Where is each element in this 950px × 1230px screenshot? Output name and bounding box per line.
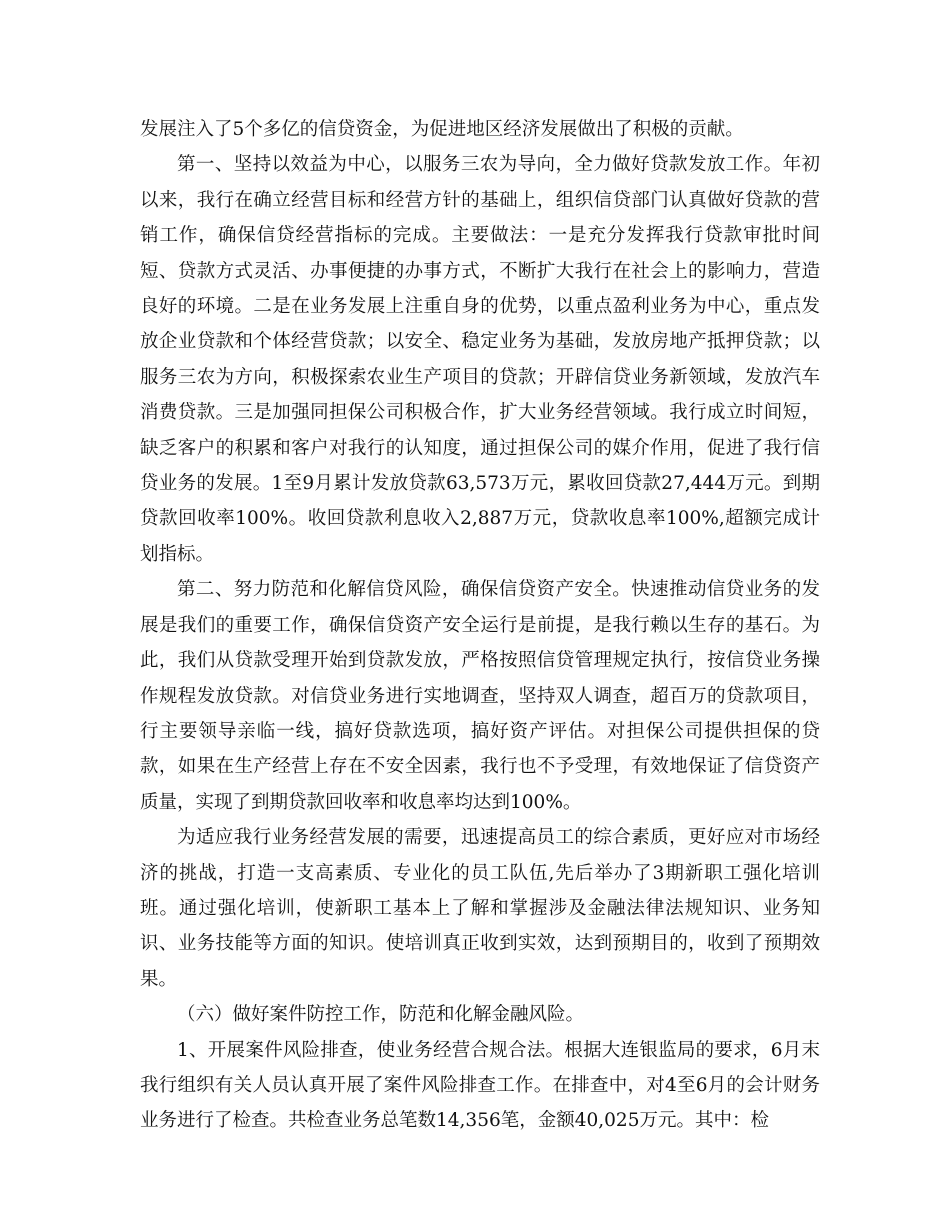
paragraph-training: 为适应我行业务经营发展的需要，迅速提高员工的综合素质，更好应对市场经济的挑战，打造一支高素质、专业化的员工队伍,先后举办了3期新职工强化培训班。通过强化培训，使新职工基本上了解和掌握涉及金融法律法规知识、业务知识、业务技能等方面的知识。使培训真正收到实效，达到预期目的，收到了预期效果。 xyxy=(140,827,820,990)
paragraph-loan-injection: 发展注入了5个多亿的信贷资金，为促进地区经济发展做出了积极的贡献。 xyxy=(140,119,744,140)
paragraph-second-risk: 第二、努力防范和化解信贷风险，确保信贷资产安全。快速推动信贷业务的发展是我们的重要工作，确保信贷资产安全运行是前提，是我行赖以生存的基石。为此，我们从贷款受理开始到贷款发放，严格按照信贷管理规定执行，按信贷业务操作规程发放贷款。对信贷业务进行实地调查，坚持双人调查，超百万的贷款项目，行主要领导亲临一线，搞好贷款选项，搞好资产评估。对担保公司提供担保的贷款，如果在生产经营上存在不安全因素，我行也不予受理，有效地保证了信贷资产质量，实现了到期贷款回收率和收息率均达到100%。 xyxy=(140,579,820,813)
paragraph-first-lending: 第一、坚持以效益为中心，以服务三农为导向，全力做好贷款发放工作。年初以来，我行在确立经营目标和经营方针的基础上，组织信贷部门认真做好贷款的营销工作，确保信贷经营指标的完成。主要做法：一是充分发挥我行贷款审批时间短、贷款方式灵活、办事便捷的办事方式，不断扩大我行在社会上的影响力，营造良好的环境。二是在业务发展上注重自身的优势，以重点盈利业务为中心，重点发放企业贷款和个体经营贷款；以安全、稳定业务为基础，发放房地产抵押贷款；以服务三农为方向，积极探索农业生产项目的贷款；开辟信贷业务新领域，发放汽车消费贷款。三是加强同担保公司积极合作，扩大业务经营领域。我行成立时间短，缺乏客户的积累和客户对我行的认知度，通过担保公司的媒介作用，促进了我行信贷业务的发展。1至9月累计发放贷款63,573万元，累收回贷款27,444万元。到期贷款回收率100%。收回贷款利息收入2,887万元，贷款收息率100%,超额完成计划指标。 xyxy=(140,154,820,565)
section-heading-six: （六）做好案件防控工作，防范和化解金融风险。 xyxy=(177,1004,585,1026)
paragraph-case-risk-check: 1、开展案件风险排查，使业务经营合规合法。根据大连银监局的要求，6月末我行组织有关人员认真开展了案件风险排查工作。在排查中，对4至6月的会计财务业务进行了检查。共检查业务总笔数14,356笔，金额40,025万元。其中：检 xyxy=(140,1039,820,1132)
document-body xyxy=(140,112,820,1139)
